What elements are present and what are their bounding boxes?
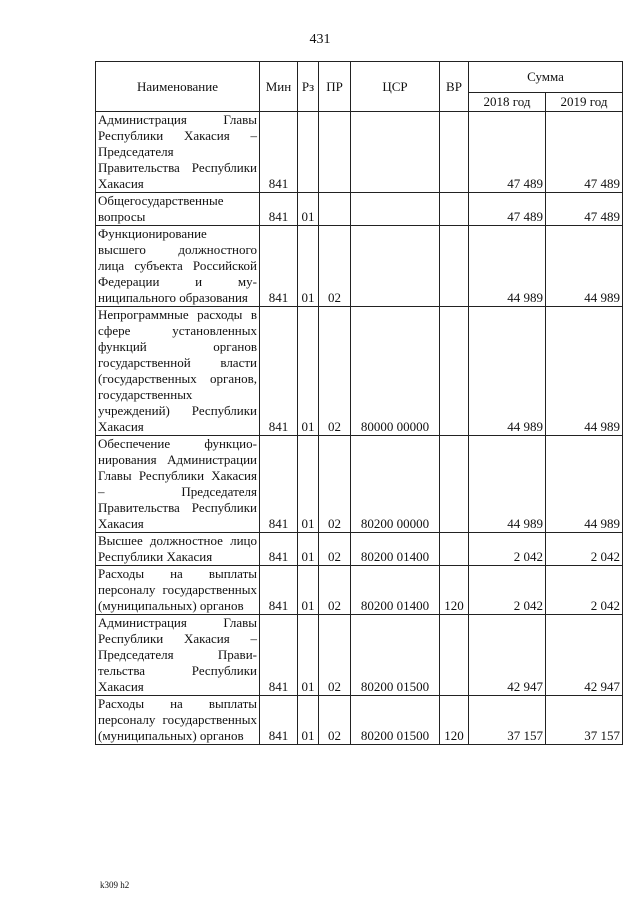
cell-rz: 01 [298, 436, 319, 533]
table-row [96, 533, 623, 566]
header-min: Мин [260, 62, 298, 112]
cell-csr: 80200 01400 [351, 566, 440, 615]
cell-rz: 01 [298, 615, 319, 696]
cell-y2019: 47 489 [546, 112, 623, 193]
cell-csr: 80200 01400 [351, 533, 440, 566]
cell-csr [351, 226, 440, 307]
cell-y2018: 47 489 [469, 193, 546, 226]
cell-y2018: 47 489 [469, 112, 546, 193]
cell-vr [440, 226, 469, 307]
cell-y2019: 42 947 [546, 615, 623, 696]
page-number: 431 [309, 32, 331, 47]
cell-min: 841 [260, 112, 298, 193]
cell-y2018: 44 989 [469, 436, 546, 533]
cell-pr: 02 [319, 696, 351, 745]
cell-vr [440, 615, 469, 696]
cell-vr: 120 [440, 696, 469, 745]
cell-csr [351, 112, 440, 193]
cell-name: Функционирование высшего должностного лица субъекта Российской Федерации и муниципального образования [96, 226, 260, 307]
cell-rz: 01 [298, 533, 319, 566]
table-row [96, 307, 623, 436]
cell-min: 841 [260, 226, 298, 307]
header-sum: Сумма [469, 62, 623, 93]
cell-name: Администрация Главы Республики Хакасия – Председателя Правительства Республики Хакасия [96, 112, 260, 193]
cell-y2019: 44 989 [546, 436, 623, 533]
cell-name: Расходы на выплаты персоналу государственных (муниципальных) органов [96, 566, 260, 615]
cell-y2019: 2 042 [546, 566, 623, 615]
cell-vr: 120 [440, 566, 469, 615]
cell-csr: 80000 00000 [351, 307, 440, 436]
cell-csr: 80200 00000 [351, 436, 440, 533]
cell-pr [319, 193, 351, 226]
cell-vr [440, 307, 469, 436]
header-csr: ЦСР [351, 62, 440, 112]
cell-y2018: 42 947 [469, 615, 546, 696]
table-row [96, 112, 623, 193]
cell-y2019: 47 489 [546, 193, 623, 226]
cell-vr [440, 193, 469, 226]
header-year-2019: 2019 год [546, 93, 623, 112]
cell-min: 841 [260, 533, 298, 566]
cell-pr: 02 [319, 566, 351, 615]
cell-pr: 02 [319, 615, 351, 696]
footer-code: k309 h2 [100, 880, 130, 890]
table-row [96, 436, 623, 533]
header-vr: ВР [440, 62, 469, 112]
cell-y2019: 2 042 [546, 533, 623, 566]
header-year-2018: 2018 год [469, 93, 546, 112]
cell-csr: 80200 01500 [351, 696, 440, 745]
cell-vr [440, 112, 469, 193]
cell-min: 841 [260, 566, 298, 615]
cell-name: Высшее должностное лицо Республики Хакасия [96, 533, 260, 566]
cell-min: 841 [260, 615, 298, 696]
cell-vr [440, 436, 469, 533]
cell-pr: 02 [319, 436, 351, 533]
cell-y2018: 2 042 [469, 533, 546, 566]
cell-min: 841 [260, 193, 298, 226]
cell-rz [298, 112, 319, 193]
cell-csr [351, 193, 440, 226]
cell-vr [440, 533, 469, 566]
cell-rz: 01 [298, 566, 319, 615]
cell-name: Общегосударственные вопросы [96, 193, 260, 226]
cell-y2018: 44 989 [469, 226, 546, 307]
cell-rz: 01 [298, 226, 319, 307]
cell-pr: 02 [319, 226, 351, 307]
cell-rz: 01 [298, 307, 319, 436]
cell-y2019: 37 157 [546, 696, 623, 745]
cell-pr [319, 112, 351, 193]
cell-min: 841 [260, 696, 298, 745]
budget-table [95, 61, 623, 745]
cell-min: 841 [260, 307, 298, 436]
cell-y2018: 37 157 [469, 696, 546, 745]
table-row [96, 226, 623, 307]
cell-rz: 01 [298, 193, 319, 226]
cell-name: Непрограммные расходы в сфере установленных функций органов государственной власти (государственных органов, государственных учреждений) Республики Хакасия [96, 307, 260, 436]
cell-y2018: 2 042 [469, 566, 546, 615]
cell-y2018: 44 989 [469, 307, 546, 436]
cell-rz: 01 [298, 696, 319, 745]
cell-name: Администрация Главы Республики Хакасия – Председателя Правительства Республики Хакасия [96, 615, 260, 696]
table-row [96, 615, 623, 696]
header-rz: Рз [298, 62, 319, 112]
table-row [96, 566, 623, 615]
cell-pr: 02 [319, 533, 351, 566]
table-row [96, 696, 623, 745]
header-name: Наименование [96, 62, 260, 112]
cell-min: 841 [260, 436, 298, 533]
cell-name: Обеспечение функционирования Администрации Главы Республики Хакасия – Председателя Правительства Республики Хакасия [96, 436, 260, 533]
table-row [96, 193, 623, 226]
cell-pr: 02 [319, 307, 351, 436]
header-pr: ПР [319, 62, 351, 112]
cell-y2019: 44 989 [546, 226, 623, 307]
cell-y2019: 44 989 [546, 307, 623, 436]
cell-csr: 80200 01500 [351, 615, 440, 696]
cell-name: Расходы на выплаты персоналу государственных (муниципальных) органов [96, 696, 260, 745]
